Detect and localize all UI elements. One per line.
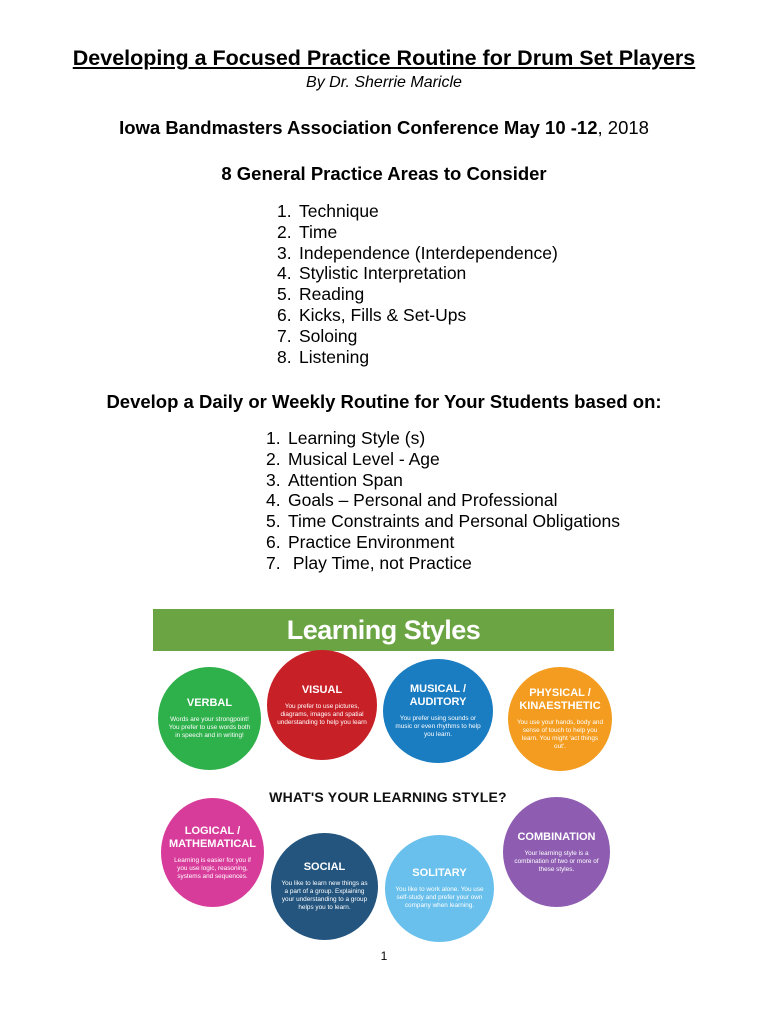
visual-circle (267, 650, 377, 760)
circle-desc: Words are your strongpoint! You prefer to use words both in speech and in writing! (168, 716, 251, 739)
list-item (266, 428, 620, 449)
verbal-circle (158, 667, 261, 770)
conference-year: , 2018 (597, 117, 649, 138)
circle-title: COMBINATION (517, 830, 596, 843)
circle-desc: You like to work alone. You use self-study and prefer your own company when learning. (395, 886, 484, 909)
list-item (277, 243, 558, 264)
musical-circle (383, 659, 493, 763)
circle-desc: You like to learn new things as a part of a group. Explaining your understanding to a group helps you to learn. (281, 880, 368, 911)
list-text: Learning Style (s) (288, 428, 426, 448)
list-item (266, 532, 620, 553)
list-item (277, 222, 558, 243)
circle-desc: Your learning style is a combination of two or more of these styles. (514, 849, 599, 873)
list-text: Kicks, Fills & Set-Ups (299, 304, 467, 325)
circle-desc: You prefer using sounds or music or even rhythms to help you learn. (395, 715, 481, 738)
conference-name: Iowa Bandmasters Association Conference May 10 -12 (119, 117, 598, 138)
list-item (277, 326, 558, 347)
list-number: 8. (277, 346, 292, 367)
list-text: Goals – Personal and Professional (288, 490, 558, 511)
circle-title: LOGICAL / MATHEMATICAL (169, 824, 256, 850)
list-text: Stylistic Interpretation (299, 263, 467, 284)
solitary-circle (385, 835, 494, 942)
list-item (266, 553, 620, 574)
list-item (266, 511, 620, 532)
list-item (266, 470, 620, 491)
circle-desc: You prefer to use pictures, diagrams, images and spatial understanding to help you learn (277, 702, 367, 726)
list-number: 2. (277, 221, 292, 242)
list-text: Technique (299, 201, 379, 221)
list-number: 4. (277, 263, 292, 284)
list-item (277, 201, 558, 222)
combination-circle (503, 797, 610, 907)
list-text: Play Time, not Practice (288, 552, 472, 573)
circle-title: VERBAL (186, 697, 233, 709)
list-text: Reading (299, 284, 365, 305)
learning-styles-infographic (153, 609, 614, 942)
list-text: Practice Environment (288, 531, 455, 552)
learning-style-question: WHAT'S YOUR LEARNING STYLE? (269, 789, 507, 805)
list-text: Time (299, 221, 338, 242)
list-text: Independence (Interdependence) (299, 242, 558, 263)
logical-circle (161, 798, 264, 907)
list-number: 1. (266, 428, 281, 448)
circle-desc: You use your hands, body and sense of touch to help you learn. You might 'act things out'. (516, 719, 604, 750)
list-item (266, 449, 620, 470)
conference-line (0, 117, 768, 139)
routine-heading: Develop a Daily or Weekly Routine for Your Students based on: (106, 391, 662, 412)
list-item (277, 347, 558, 368)
circle-title: MUSICAL / AUDITORY (409, 683, 467, 708)
circle-desc: Learning is easier for you if you use logic, reasoning, systems and sequences. (174, 856, 251, 880)
list-number: 7. (266, 552, 281, 573)
list-number: 6. (266, 531, 281, 552)
list-text: Listening (299, 346, 370, 367)
list-text: Time Constraints and Personal Obligations (288, 511, 621, 532)
list-number: 2. (266, 448, 281, 469)
list-number: 4. (266, 490, 281, 511)
practice-areas-list (277, 201, 558, 367)
list-number: 1. (277, 201, 292, 221)
list-number: 6. (277, 304, 292, 325)
author-line: By Dr. Sherrie Maricle (306, 74, 462, 91)
list-number: 5. (266, 511, 281, 532)
list-text: Attention Span (288, 469, 403, 490)
circle-title: SOCIAL (303, 861, 346, 873)
physical-circle (508, 667, 612, 771)
list-text: Soloing (299, 325, 358, 346)
list-item (266, 490, 620, 511)
list-number: 7. (277, 325, 292, 346)
list-item (277, 263, 558, 284)
list-item (277, 284, 558, 305)
circle-title: SOLITARY (412, 867, 467, 879)
list-item (277, 305, 558, 326)
banner-title: Learning Styles (286, 614, 481, 645)
list-number: 5. (277, 284, 292, 305)
social-circle (271, 833, 378, 940)
list-number: 3. (266, 469, 281, 490)
learning-styles-banner (153, 609, 614, 651)
routine-factors-list (266, 428, 620, 574)
page-number: 1 (380, 949, 388, 963)
list-number: 3. (277, 242, 292, 263)
circle-title: PHYSICAL / KINAESTHETIC (519, 687, 601, 712)
circle-title: VISUAL (301, 683, 343, 696)
practice-areas-heading: 8 General Practice Areas to Consider (221, 163, 547, 184)
document-title: Developing a Focused Practice Routine for Drum Set Players (72, 46, 696, 70)
list-text: Musical Level - Age (288, 448, 440, 469)
